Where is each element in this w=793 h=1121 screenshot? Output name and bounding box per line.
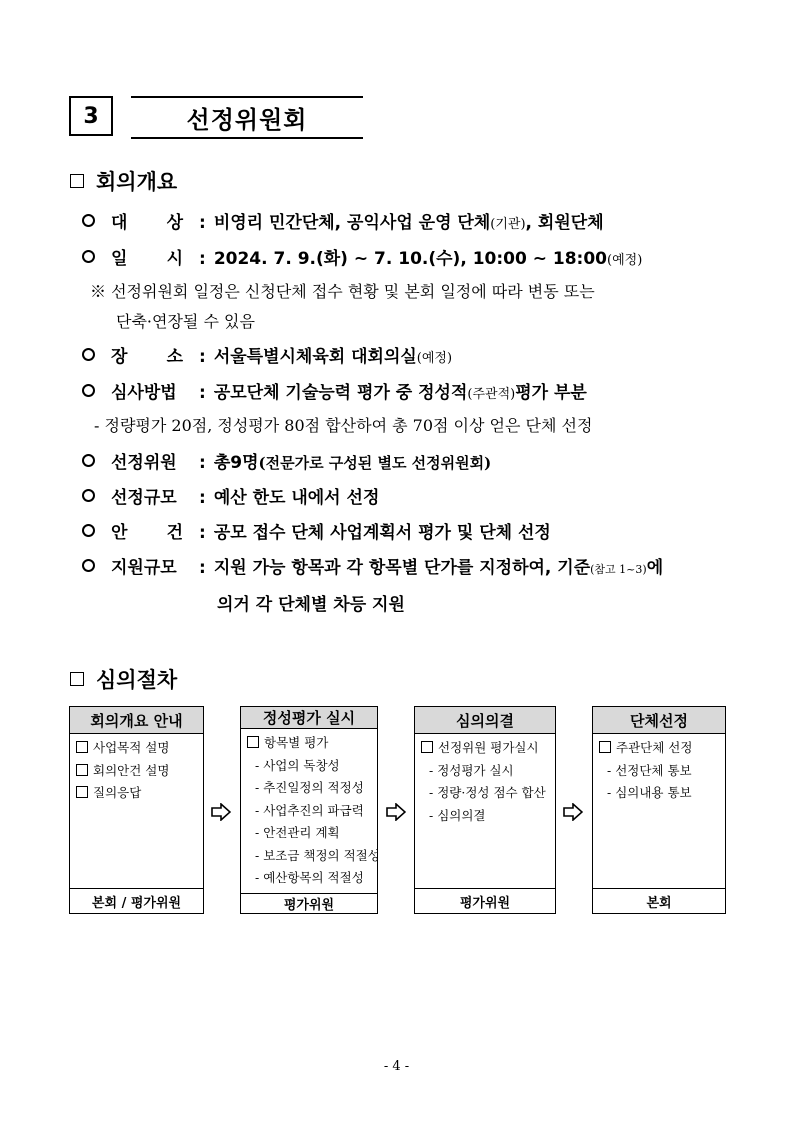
checkbox-icon [599, 741, 611, 753]
step-title: 정성평가 실시 [241, 707, 377, 729]
support-value2: 에 [646, 558, 664, 578]
circle-bullet-icon [82, 489, 95, 502]
members-row [82, 448, 491, 473]
date-row [82, 244, 642, 269]
step-title: 심의의결 [415, 707, 555, 734]
support-note: (참고 1~3) [590, 563, 647, 576]
step-item [76, 737, 197, 760]
step-footer: 본회 [593, 888, 725, 913]
members-value: 총9명 [213, 453, 259, 473]
support-row [82, 553, 663, 578]
step-box-4 [592, 706, 726, 914]
step-item [247, 845, 380, 868]
checkbox-icon [247, 736, 259, 748]
agenda-value: 공모 접수 단체 사업계획서 평가 및 단체 선정 [213, 523, 551, 543]
step-item-text: - 사업추진의 파급력 [255, 802, 364, 818]
step-item [599, 782, 719, 805]
right-arrow-icon [211, 803, 231, 821]
scale-row [82, 483, 379, 508]
step-footer: 본회 / 평가위원 [70, 888, 203, 913]
support-line2: 의거 각 단체별 차등 지원 [217, 595, 405, 615]
page-number: - 4 - [383, 1059, 410, 1074]
colon: : [199, 213, 206, 233]
step-item [421, 782, 549, 805]
circle-bullet-icon [82, 559, 95, 572]
step-box-2 [240, 706, 378, 914]
target-label: 대 상 [111, 213, 183, 233]
procedure-heading [70, 664, 177, 694]
step-footer: 평가위원 [415, 888, 555, 913]
right-arrow-icon [386, 803, 406, 821]
colon: : [199, 488, 206, 508]
step-item-text: - 안전관리 계획 [255, 825, 340, 841]
step-item [247, 822, 371, 845]
colon: : [199, 453, 206, 473]
agenda-row [82, 518, 551, 543]
scale-value: 예산 한도 내에서 선정 [213, 488, 380, 508]
step-item-text: 선정위원 평가실시 [438, 740, 539, 755]
step-item-text: 사업목적 설명 [93, 740, 170, 755]
step-title: 회의개요 안내 [70, 707, 203, 734]
method-value2: 평가 부분 [515, 383, 587, 403]
colon: : [199, 347, 206, 367]
circle-bullet-icon [82, 214, 95, 227]
step-item [421, 737, 549, 760]
target-note: (기관) [490, 217, 526, 232]
step-box-3 [414, 706, 556, 914]
step-item-text: - 사업의 독창성 [255, 757, 340, 773]
target-row [82, 208, 604, 233]
members-note: (전문가로 구성된 별도 선정위원회) [258, 454, 492, 472]
section-title: 선정위원회 [131, 96, 363, 139]
colon: : [199, 523, 206, 543]
step-item [76, 760, 197, 783]
step-item-text: - 추진일정의 적정성 [255, 780, 364, 796]
step-item [247, 800, 371, 823]
step-item-text: 항목별 평가 [264, 735, 329, 751]
step-item-text: - 선정단체 통보 [607, 762, 692, 778]
step-item [76, 782, 197, 805]
scale-label: 선정규모 [111, 488, 177, 508]
step-item-text: - 정성평가 실시 [429, 762, 514, 778]
step-title: 단체선정 [593, 707, 725, 734]
step-item [247, 732, 371, 755]
overview-heading-text: 회의개요 [96, 170, 178, 194]
colon: : [199, 249, 206, 269]
right-arrow-icon [563, 803, 583, 821]
colon: : [199, 558, 206, 578]
circle-bullet-icon [82, 250, 95, 263]
step-item [247, 867, 371, 890]
checkbox-icon [76, 786, 88, 798]
section-number: 3 [69, 96, 113, 136]
step-item [421, 805, 549, 828]
place-value: 서울특별시체육회 대회의실 [213, 347, 417, 367]
date-note-line2: 단축·연장될 수 있음 [116, 312, 255, 331]
step-item [599, 760, 719, 783]
step-footer: 평가위원 [241, 893, 377, 913]
circle-bullet-icon [82, 454, 95, 467]
procedure-heading-text: 심의절차 [96, 668, 178, 692]
overview-heading [70, 166, 177, 196]
method-label: 심사방법 [111, 383, 177, 403]
circle-bullet-icon [82, 524, 95, 537]
date-label: 일 시 [111, 249, 183, 269]
date-note: (예정) [607, 253, 643, 268]
members-label: 선정위원 [111, 453, 177, 473]
step-items [241, 729, 380, 893]
checkbox-icon [421, 741, 433, 753]
agenda-label: 안 건 [111, 523, 183, 543]
colon: : [199, 383, 206, 403]
method-note-line: - 정량평가 20점, 정성평가 80점 합산하여 총 70점 이상 얻은 단체 선정 [94, 416, 593, 435]
circle-bullet-icon [82, 348, 95, 361]
step-item [599, 737, 719, 760]
circle-bullet-icon [82, 384, 95, 397]
place-label: 장 소 [111, 347, 183, 367]
step-item-text: - 예산항목의 적절성 [255, 870, 364, 886]
step-item-text: 회의안건 설명 [93, 762, 170, 778]
support-value: 지원 가능 항목과 각 항목별 단가를 지정하여, 기준 [213, 558, 591, 578]
method-row [82, 378, 587, 403]
square-icon [70, 672, 84, 686]
step-item [247, 777, 371, 800]
checkbox-icon [76, 741, 88, 753]
support-label: 지원규모 [111, 558, 177, 578]
step-item-text: 질의응답 [93, 785, 142, 800]
step-item-text: - 보조금 책정의 적절성 [255, 847, 380, 863]
date-value: 2024. 7. 9.(화) ~ 7. 10.(수), 10:00 ~ 18:00 [213, 249, 608, 269]
step-items [415, 734, 555, 888]
method-note: (주관적) [467, 387, 516, 402]
target-value2: , 회원단체 [525, 213, 604, 233]
square-icon [70, 174, 84, 188]
checkbox-icon [76, 764, 88, 776]
step-items [70, 734, 203, 888]
target-value: 비영리 민간단체, 공익사업 운영 단체 [213, 213, 491, 233]
method-value: 공모단체 기술능력 평가 중 정성적 [213, 383, 468, 403]
step-item-text: 주관단체 선정 [616, 740, 693, 755]
step-item-text: - 심의의결 [429, 807, 486, 823]
place-note: (예정) [416, 351, 453, 366]
step-item-text: - 정량·정성 점수 합산 [429, 785, 546, 800]
date-note-line1: ※ 선정위원회 일정은 신청단체 접수 현황 및 본회 일정에 따라 변동 또는 [90, 282, 595, 301]
place-row [82, 342, 452, 367]
step-item [247, 755, 371, 778]
step-item [421, 760, 549, 783]
step-item-text: - 심의내용 통보 [607, 785, 692, 800]
step-box-1 [69, 706, 204, 914]
step-items [593, 734, 725, 888]
